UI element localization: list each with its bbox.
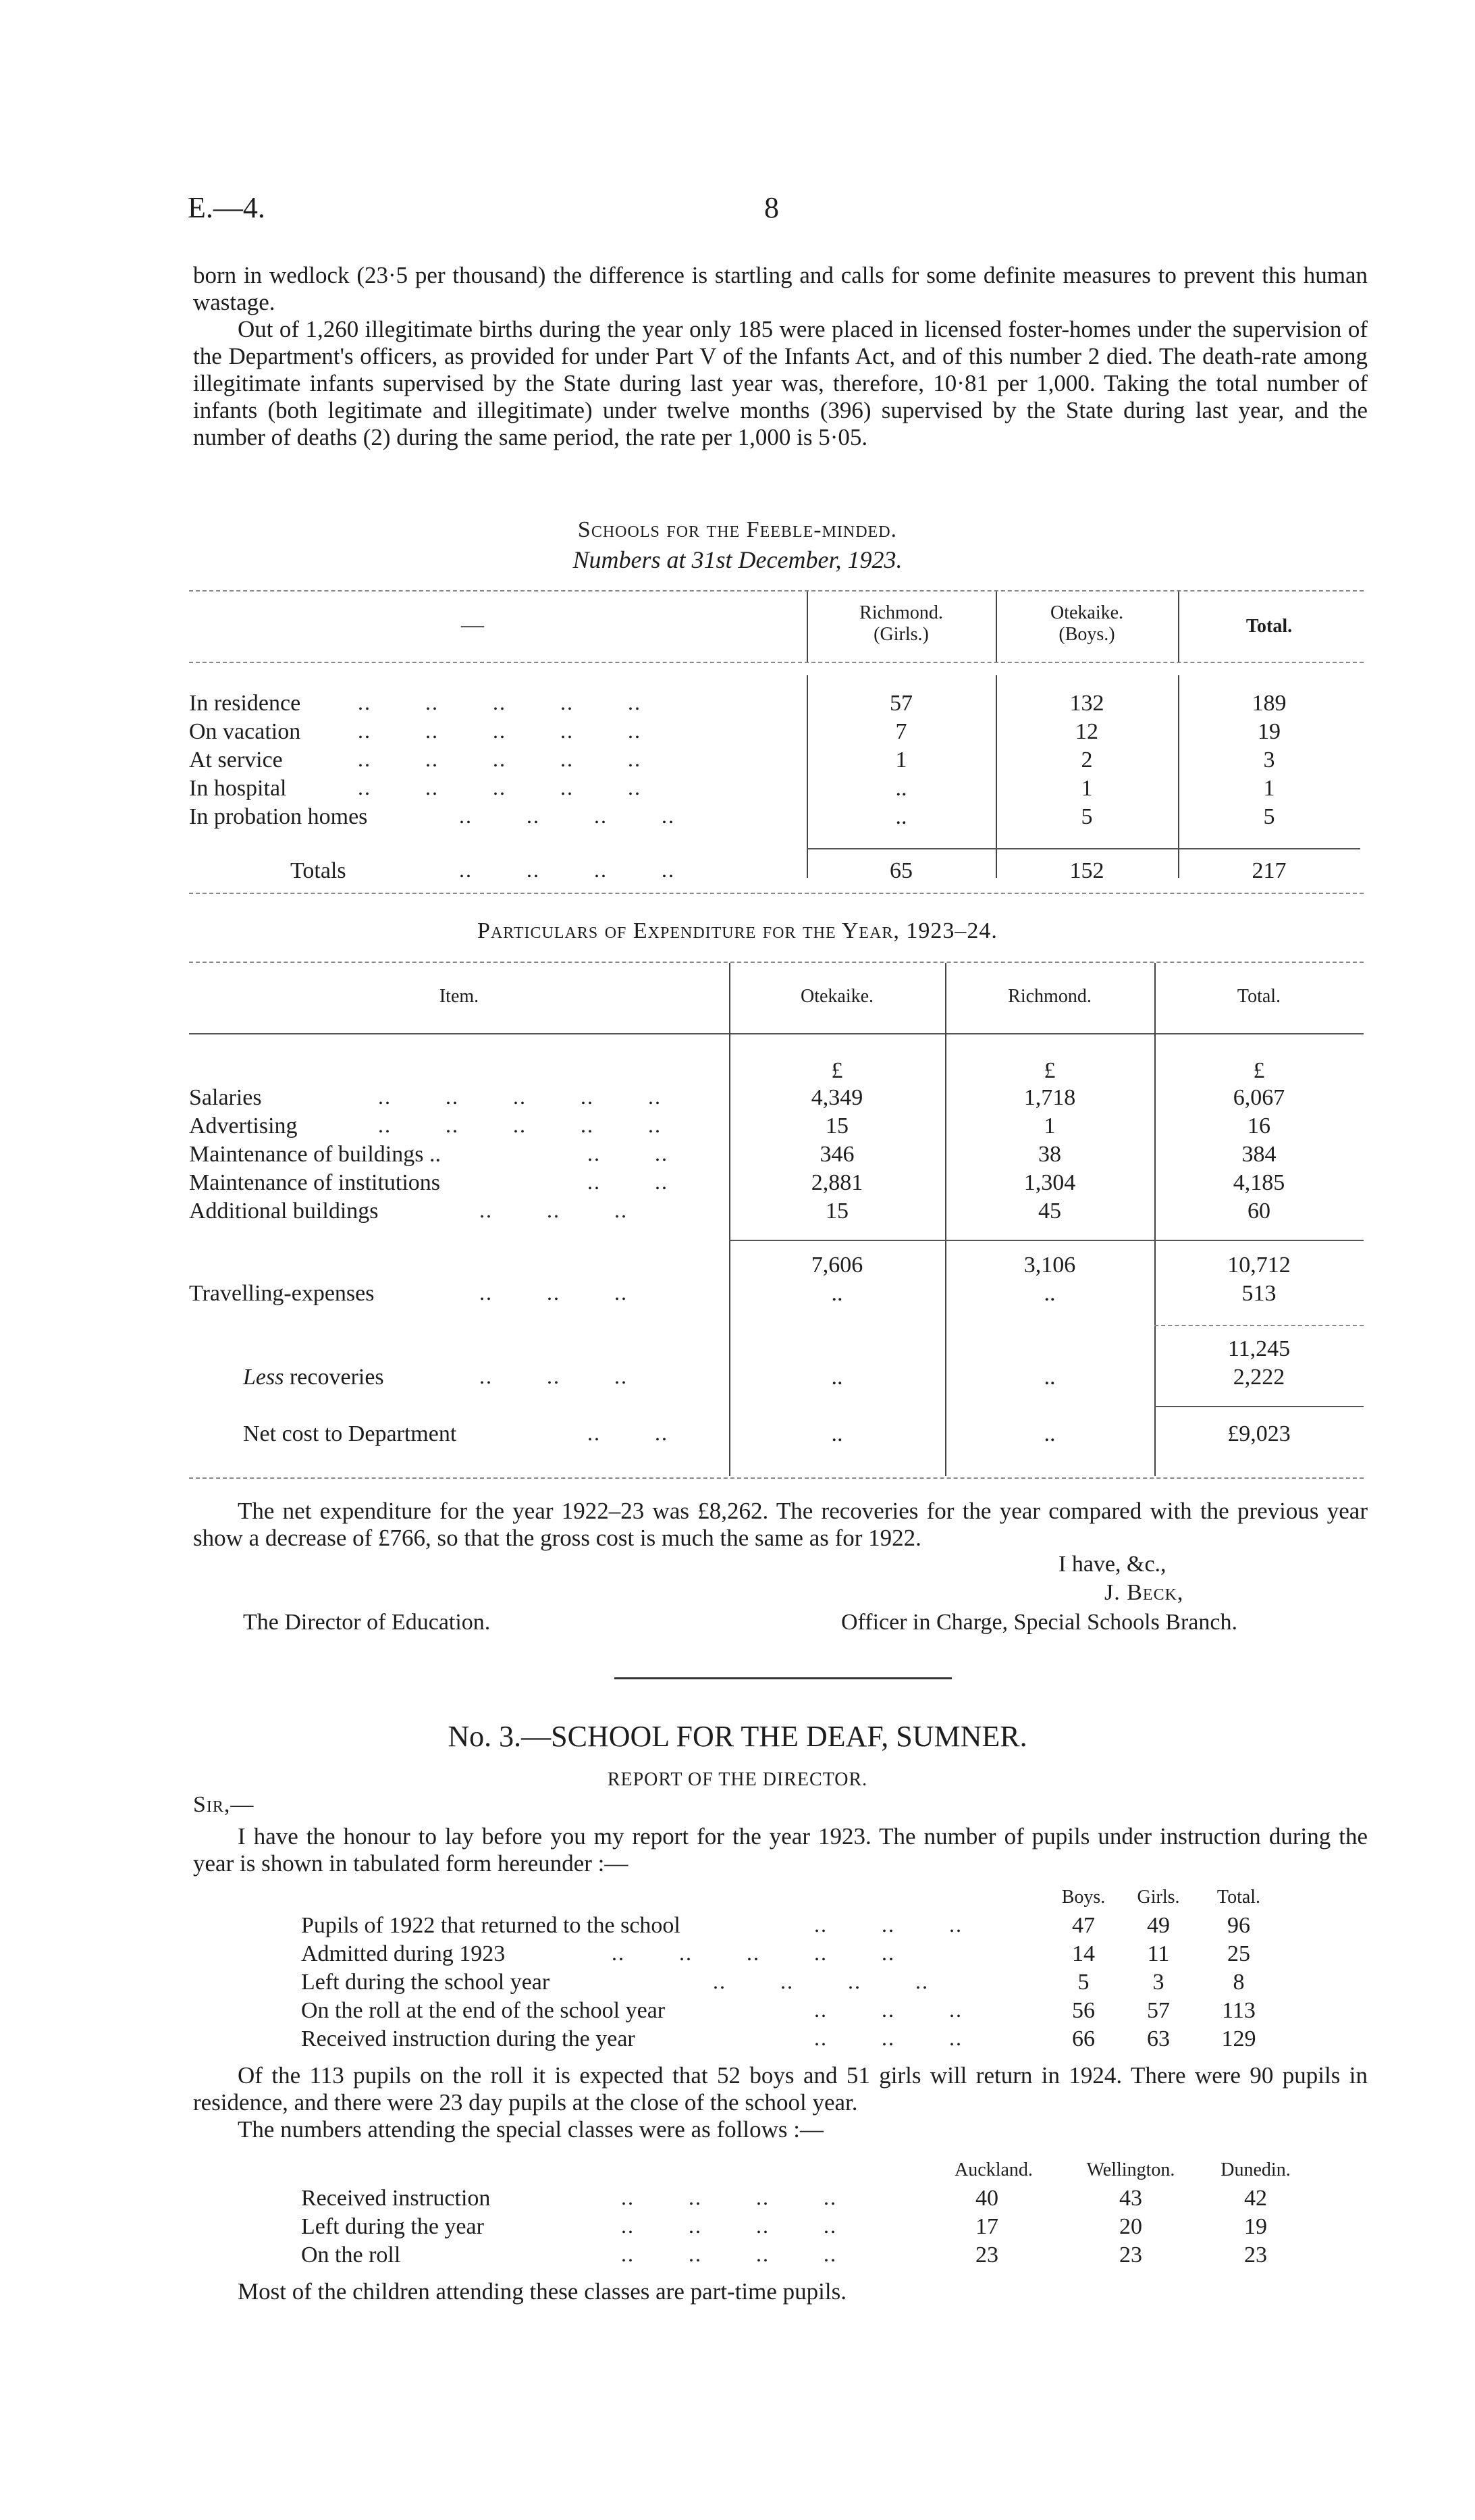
cell-total: 25 xyxy=(1227,1941,1250,1966)
exp-col-otekaike: Otekaike. xyxy=(800,986,874,1007)
classes-col-auckland: Auckland. xyxy=(955,2159,1033,2180)
leader-dots: .. .. .. xyxy=(814,1912,963,1937)
leader-dots: .. .. .. xyxy=(479,1280,628,1305)
cell-total: 60 xyxy=(1248,1199,1270,1224)
cell-otekaike: 2 xyxy=(1081,747,1093,772)
cell-richmond: 1,718 xyxy=(1023,1085,1076,1110)
cell-otekaike: 5 xyxy=(1081,804,1093,829)
cell-otekaike: .. xyxy=(831,1365,843,1390)
leader-dots: .. .. .. .. xyxy=(713,1969,929,1993)
section3-p1-text: I have the honour to lay before you my report for the year 1923. The number of pupils under instruction during the year is shown in tabulated form hereunder :— xyxy=(193,1823,1368,1876)
cell-richmond: 7 xyxy=(895,719,907,744)
cell-richmond: .. xyxy=(895,804,907,829)
page-number: 8 xyxy=(764,191,779,224)
cell-total: 3 xyxy=(1263,747,1275,772)
cell-auckland: 40 xyxy=(975,2186,998,2211)
table-rule xyxy=(189,1033,1364,1034)
total-total: 217 xyxy=(1252,858,1287,883)
row-label: Received instruction during the year xyxy=(301,2026,635,2051)
feeble-blank-header: — xyxy=(461,612,484,637)
leader-dots: .. .. .. .. .. xyxy=(358,690,641,714)
row-label: Additional buildings xyxy=(189,1199,379,1224)
section3-paragraph-4 xyxy=(193,2278,1368,2305)
signature-name: J. Beck, xyxy=(1104,1580,1184,1605)
pupils-col-girls: Girls. xyxy=(1137,1887,1180,1908)
leader-dots: .. .. .. .. xyxy=(621,2242,837,2266)
leader-dots: .. .. .. .. .. xyxy=(378,1113,662,1137)
cell-total: 129 xyxy=(1221,2026,1256,2051)
total-otekaike: 152 xyxy=(1069,858,1104,883)
currency-otekaike: £ xyxy=(831,1058,843,1083)
table-rule xyxy=(807,848,1360,849)
subtotal-total: 10,712 xyxy=(1227,1253,1291,1278)
cell-otekaike: 346 xyxy=(820,1142,855,1167)
row-label: On the roll at the end of the school year xyxy=(301,1998,666,2023)
cell-boys: 66 xyxy=(1072,2026,1095,2051)
section-divider xyxy=(614,1677,952,1679)
row-label: In hospital xyxy=(189,776,287,801)
cell-total: 189 xyxy=(1252,691,1287,716)
leader-dots: .. .. xyxy=(587,1170,668,1194)
row-label: In probation homes xyxy=(189,804,368,829)
exp-col-item: Item. xyxy=(439,986,479,1007)
table-rule xyxy=(189,962,1364,963)
table-rule xyxy=(189,590,1364,592)
cell-wellington: 20 xyxy=(1119,2214,1142,2239)
total-richmond: 65 xyxy=(890,858,913,883)
feeble-table-subtitle: Numbers at 31st December, 1923. xyxy=(572,546,903,573)
cell-wellington: 23 xyxy=(1119,2242,1142,2267)
cell-otekaike: .. xyxy=(831,1421,843,1446)
section3-paragraph-1 xyxy=(193,1823,1368,1877)
less-italic: Less xyxy=(243,1365,284,1390)
feeble-col-otekaike-line2: (Boys.) xyxy=(1058,624,1115,645)
table-rule xyxy=(189,662,1364,663)
row-label: Salaries xyxy=(189,1085,262,1110)
cell-richmond: 45 xyxy=(1038,1199,1061,1224)
row-label: On the roll xyxy=(301,2242,401,2267)
row-label: Left during the school year xyxy=(301,1970,550,1995)
column-divider xyxy=(807,592,808,662)
leader-dots: .. .. .. xyxy=(479,1198,628,1222)
cell-otekaike: 1 xyxy=(1081,776,1093,801)
row-label: Maintenance of buildings .. xyxy=(189,1142,441,1167)
subtotal-otekaike: 7,606 xyxy=(811,1253,863,1278)
document-reference: E.—4. xyxy=(188,191,265,224)
row-label: Admitted during 1923 xyxy=(301,1941,506,1966)
cell-otekaike: 132 xyxy=(1069,691,1104,716)
salutation: I have, &c., xyxy=(1058,1552,1166,1577)
cell-dunedin: 42 xyxy=(1244,2186,1267,2211)
cell-wellington: 43 xyxy=(1119,2186,1142,2211)
row-label: Maintenance of institutions xyxy=(189,1170,441,1195)
cell-girls: 3 xyxy=(1152,1970,1164,1995)
row-label: Received instruction xyxy=(301,2186,491,2211)
leader-dots: .. .. .. xyxy=(479,1364,628,1388)
table-rule xyxy=(729,1240,1364,1241)
section3-p4-text: Most of the children attending these classes are part-time pupils. xyxy=(238,2278,847,2305)
cell-auckland: 23 xyxy=(975,2242,998,2267)
leader-dots: .. .. .. .. .. xyxy=(358,775,641,799)
row-label: On vacation xyxy=(189,719,301,744)
cell-otekaike: 2,881 xyxy=(811,1170,863,1195)
cell-girls: 49 xyxy=(1147,1913,1170,1938)
leader-dots: .. .. .. xyxy=(814,2026,963,2050)
cell-total: 96 xyxy=(1227,1913,1250,1938)
feeble-col-richmond xyxy=(807,602,996,646)
addressee: The Director of Education. xyxy=(243,1610,491,1635)
table-rule xyxy=(189,893,1364,894)
section3-p2-text: Of the 113 pupils on the roll it is expected that 52 boys and 51 girls will return in 1924. There were 90 pupils in residence, and there were 23 day pupils at the close of the school year. xyxy=(193,2062,1368,2116)
cell-boys: 47 xyxy=(1072,1913,1095,1938)
leader-dots: .. .. .. .. xyxy=(459,804,675,828)
section-subheading: REPORT OF THE DIRECTOR. xyxy=(607,1769,868,1790)
cell-richmond: .. xyxy=(1044,1421,1056,1446)
cell-richmond: 1,304 xyxy=(1023,1170,1076,1195)
subtotal-richmond: 3,106 xyxy=(1023,1253,1076,1278)
row-label: Left during the year xyxy=(301,2214,484,2239)
section-heading: No. 3.—SCHOOL FOR THE DEAF, SUMNER. xyxy=(448,1720,1027,1753)
leader-dots: .. .. .. .. xyxy=(459,858,675,882)
cell-dunedin: 19 xyxy=(1244,2214,1267,2239)
cell-richmond: 38 xyxy=(1038,1142,1061,1167)
row-label xyxy=(243,1364,384,1391)
leader-dots: .. .. .. .. .. xyxy=(358,718,641,743)
column-divider xyxy=(1178,592,1179,662)
table-rule xyxy=(1154,1325,1364,1326)
pupils-col-total: Total. xyxy=(1216,1887,1261,1908)
leader-dots: .. .. xyxy=(587,1141,668,1165)
greeting: Sir,— xyxy=(193,1792,254,1817)
cell-total: 6,067 xyxy=(1233,1085,1285,1110)
feeble-col-otekaike-line1: Otekaike. xyxy=(1050,602,1124,623)
row-label: At service xyxy=(189,747,283,772)
feeble-col-richmond-line2: (Girls.) xyxy=(874,624,929,645)
classes-col-wellington: Wellington. xyxy=(1086,2159,1175,2180)
intro-paragraph-1: born in wedlock (23·5 per thousand) the difference is startling and calls for some definite measures to prevent this human wastage. xyxy=(193,262,1368,315)
cell-total: 2,222 xyxy=(1233,1365,1285,1390)
expenditure-table-title: Particulars of Expenditure for the Year, 1923–24. xyxy=(477,918,998,943)
feeble-col-richmond-line1: Richmond. xyxy=(859,602,943,623)
section3-p3-text: The numbers attending the special classes were as follows :— xyxy=(238,2116,824,2143)
exp-col-total: Total. xyxy=(1237,986,1281,1007)
cell-total: £9,023 xyxy=(1227,1421,1291,1446)
cell-otekaike: 4,349 xyxy=(811,1085,863,1110)
leader-dots: .. .. .. .. xyxy=(621,2185,837,2209)
leader-dots: .. .. .. .. .. xyxy=(378,1084,662,1109)
cell-total: 1 xyxy=(1263,776,1275,801)
cell-total: 513 xyxy=(1241,1281,1277,1306)
table-rule xyxy=(1154,1406,1364,1407)
cell-boys: 5 xyxy=(1077,1970,1090,1995)
cell-boys: 14 xyxy=(1072,1941,1095,1966)
cell-richmond: 1 xyxy=(1044,1113,1056,1138)
closing-paragraph: The net expenditure for the year 1922–23 was £8,262. The recoveries for the year compared with the previous year show a decrease of £766, so that the gross cost is much the same as for 1922. xyxy=(193,1498,1368,1551)
feeble-col-otekaike xyxy=(996,602,1178,646)
cell-richmond: .. xyxy=(1044,1365,1056,1390)
leader-dots: .. .. .. xyxy=(814,1997,963,2022)
cell-otekaike: .. xyxy=(831,1281,843,1306)
cell-richmond: .. xyxy=(895,776,907,801)
row-label: Net cost to Department xyxy=(243,1421,457,1446)
row-label: Advertising xyxy=(189,1113,298,1138)
cell-total: 16 xyxy=(1248,1113,1270,1138)
exp-col-richmond: Richmond. xyxy=(1008,986,1092,1007)
row-label: Travelling-expenses xyxy=(189,1281,375,1306)
cell-richmond: .. xyxy=(1044,1281,1056,1306)
currency-richmond: £ xyxy=(1044,1058,1056,1083)
cell-girls: 63 xyxy=(1147,2026,1170,2051)
cell-richmond: 57 xyxy=(890,691,913,716)
section3-paragraph-2 xyxy=(193,2062,1368,2143)
cell-total: 19 xyxy=(1258,719,1281,744)
feeble-col-total-line1: Total. xyxy=(1245,616,1293,637)
cell-girls: 57 xyxy=(1147,1998,1170,2023)
cell-otekaike: 12 xyxy=(1075,719,1098,744)
leader-dots: .. .. .. .. xyxy=(621,2213,837,2238)
cell-total: 384 xyxy=(1241,1142,1277,1167)
cell-total: 4,185 xyxy=(1233,1170,1285,1195)
feeble-col-total xyxy=(1178,616,1360,637)
signature-title: Officer in Charge, Special Schools Branch. xyxy=(841,1610,1237,1635)
leader-dots: .. .. .. .. .. xyxy=(358,747,641,771)
leader-dots: .. .. xyxy=(587,1421,668,1445)
column-divider xyxy=(996,592,997,662)
pupils-col-boys: Boys. xyxy=(1061,1887,1106,1908)
recoveries-text: recoveries xyxy=(284,1365,384,1390)
gross-total: 11,245 xyxy=(1227,1336,1291,1361)
cell-dunedin: 23 xyxy=(1244,2242,1267,2267)
intro-text xyxy=(193,262,1368,451)
cell-richmond: 1 xyxy=(895,747,907,772)
cell-girls: 11 xyxy=(1147,1941,1170,1966)
row-label: Pupils of 1922 that returned to the school xyxy=(301,1913,680,1938)
totals-label: Totals xyxy=(290,858,346,883)
closing-text xyxy=(193,1498,1368,1552)
leader-dots: .. .. .. .. .. xyxy=(612,1941,895,1965)
cell-total: 5 xyxy=(1263,804,1275,829)
cell-otekaike: 15 xyxy=(826,1113,849,1138)
classes-col-dunedin: Dunedin. xyxy=(1221,2159,1291,2180)
feeble-table-title: Schools for the Feeble-minded. xyxy=(577,517,898,542)
table-rule xyxy=(189,1477,1364,1479)
row-label: In residence xyxy=(189,691,301,716)
cell-auckland: 17 xyxy=(975,2214,998,2239)
intro-paragraph-2: Out of 1,260 illegitimate births during the year only 185 were placed in licensed foster-homes under the supervision of the Department's officers, as provided for under Part V of the Infants Act, and of this number 2 died. The death-rate among illegitimate infants supervised by the State during last year was, therefore, 10·81 per 1,000. Taking the total number of infants (both legitimate and illegitimate) under twelve months (396) supervised by the State during last year, and the number of deaths (2) during the same period, the rate per 1,000 is 5·05. xyxy=(193,316,1368,450)
cell-total: 113 xyxy=(1222,1998,1256,2023)
cell-boys: 56 xyxy=(1072,1998,1095,2023)
cell-otekaike: 15 xyxy=(826,1199,849,1224)
currency-total: £ xyxy=(1253,1058,1265,1083)
cell-total: 8 xyxy=(1233,1970,1245,1995)
